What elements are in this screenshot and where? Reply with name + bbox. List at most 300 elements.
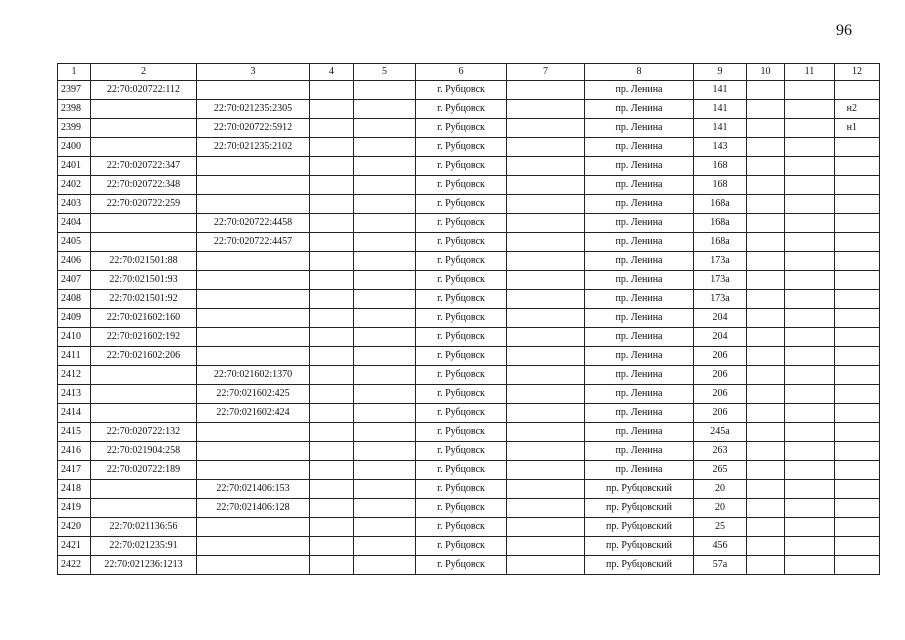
cadastral-number-b-cell: [197, 347, 310, 366]
cadastral-number-a-cell: [91, 385, 197, 404]
col-11-cell: [785, 461, 835, 480]
note-cell: [835, 404, 880, 423]
house-number-cell: 456: [694, 537, 747, 556]
registry-table: [57, 63, 880, 575]
city-cell: г. Рубцовск: [416, 233, 507, 252]
house-number-cell: 20: [694, 499, 747, 518]
cadastral-number-b-cell: [197, 176, 310, 195]
col-10-cell: [747, 119, 785, 138]
col-7-cell: [507, 366, 585, 385]
col-7-cell: [507, 157, 585, 176]
cadastral-number-b-cell: [197, 81, 310, 100]
col-10-cell: [747, 480, 785, 499]
col-10-cell: [747, 138, 785, 157]
row-number-cell: 2406: [58, 252, 91, 271]
col-4-cell: [310, 499, 354, 518]
row-number-cell: 2400: [58, 138, 91, 157]
column-header-3: 3: [197, 64, 310, 81]
cadastral-number-a-cell: 22:70:021602:160: [91, 309, 197, 328]
row-number-cell: 2411: [58, 347, 91, 366]
column-header-8: 8: [585, 64, 694, 81]
column-header-2: 2: [91, 64, 197, 81]
cadastral-number-a-cell: [91, 499, 197, 518]
col-11-cell: [785, 556, 835, 575]
house-number-cell: 168а: [694, 195, 747, 214]
col-10-cell: [747, 309, 785, 328]
house-number-cell: 263: [694, 442, 747, 461]
col-4-cell: [310, 252, 354, 271]
note-cell: н1: [835, 119, 880, 138]
col-11-cell: [785, 138, 835, 157]
city-cell: г. Рубцовск: [416, 537, 507, 556]
note-cell: [835, 442, 880, 461]
col-10-cell: [747, 461, 785, 480]
street-cell: пр. Рубцовский: [585, 537, 694, 556]
cadastral-number-a-cell: 22:70:020722:348: [91, 176, 197, 195]
col-4-cell: [310, 81, 354, 100]
house-number-cell: 143: [694, 138, 747, 157]
col-10-cell: [747, 157, 785, 176]
cadastral-number-b-cell: 22:70:021406:153: [197, 480, 310, 499]
note-cell: [835, 81, 880, 100]
col-11-cell: [785, 176, 835, 195]
cadastral-number-b-cell: [197, 195, 310, 214]
row-number-cell: 2419: [58, 499, 91, 518]
city-cell: г. Рубцовск: [416, 480, 507, 499]
house-number-cell: 204: [694, 309, 747, 328]
row-number-cell: 2416: [58, 442, 91, 461]
col-4-cell: [310, 518, 354, 537]
col-11-cell: [785, 499, 835, 518]
cadastral-number-b-cell: [197, 537, 310, 556]
city-cell: г. Рубцовск: [416, 119, 507, 138]
cadastral-number-b-cell: 22:70:020722:4458: [197, 214, 310, 233]
house-number-cell: 173а: [694, 252, 747, 271]
house-number-cell: 206: [694, 385, 747, 404]
column-header-1: 1: [58, 64, 91, 81]
cadastral-number-a-cell: [91, 214, 197, 233]
cadastral-number-b-cell: 22:70:021602:1370: [197, 366, 310, 385]
street-cell: пр. Ленина: [585, 423, 694, 442]
table-row: [58, 138, 880, 157]
house-number-cell: 173а: [694, 290, 747, 309]
street-cell: пр. Ленина: [585, 328, 694, 347]
row-number-cell: 2409: [58, 309, 91, 328]
row-number-cell: 2410: [58, 328, 91, 347]
col-10-cell: [747, 100, 785, 119]
column-header-9: 9: [694, 64, 747, 81]
col-5-cell: [354, 214, 416, 233]
table-row: [58, 480, 880, 499]
col-7-cell: [507, 176, 585, 195]
row-number-cell: 2399: [58, 119, 91, 138]
table-row: [58, 537, 880, 556]
col-11-cell: [785, 81, 835, 100]
col-5-cell: [354, 442, 416, 461]
col-11-cell: [785, 366, 835, 385]
col-10-cell: [747, 176, 785, 195]
row-number-cell: 2404: [58, 214, 91, 233]
col-11-cell: [785, 309, 835, 328]
col-10-cell: [747, 347, 785, 366]
street-cell: пр. Рубцовский: [585, 480, 694, 499]
note-cell: [835, 518, 880, 537]
col-7-cell: [507, 81, 585, 100]
col-5-cell: [354, 385, 416, 404]
col-7-cell: [507, 556, 585, 575]
table-row: [58, 195, 880, 214]
col-7-cell: [507, 214, 585, 233]
city-cell: г. Рубцовск: [416, 81, 507, 100]
table-row: [58, 328, 880, 347]
col-10-cell: [747, 537, 785, 556]
city-cell: г. Рубцовск: [416, 442, 507, 461]
cadastral-number-b-cell: [197, 271, 310, 290]
city-cell: г. Рубцовск: [416, 556, 507, 575]
row-number-cell: 2398: [58, 100, 91, 119]
cadastral-number-a-cell: 22:70:021501:92: [91, 290, 197, 309]
cadastral-number-a-cell: 22:70:021602:206: [91, 347, 197, 366]
street-cell: пр. Ленина: [585, 385, 694, 404]
cadastral-number-a-cell: 22:70:020722:132: [91, 423, 197, 442]
table-row: [58, 366, 880, 385]
table-row: [58, 442, 880, 461]
note-cell: [835, 195, 880, 214]
col-10-cell: [747, 214, 785, 233]
col-7-cell: [507, 404, 585, 423]
col-10-cell: [747, 290, 785, 309]
note-cell: [835, 271, 880, 290]
city-cell: г. Рубцовск: [416, 347, 507, 366]
col-7-cell: [507, 119, 585, 138]
col-10-cell: [747, 195, 785, 214]
city-cell: г. Рубцовск: [416, 366, 507, 385]
col-5-cell: [354, 195, 416, 214]
col-7-cell: [507, 423, 585, 442]
col-7-cell: [507, 100, 585, 119]
cadastral-number-a-cell: 22:70:021136:56: [91, 518, 197, 537]
col-5-cell: [354, 119, 416, 138]
street-cell: пр. Ленина: [585, 347, 694, 366]
table-row: [58, 404, 880, 423]
city-cell: г. Рубцовск: [416, 328, 507, 347]
table-row: [58, 271, 880, 290]
house-number-cell: 168: [694, 157, 747, 176]
cadastral-number-b-cell: 22:70:021406:128: [197, 499, 310, 518]
city-cell: г. Рубцовск: [416, 404, 507, 423]
row-number-cell: 2417: [58, 461, 91, 480]
row-number-cell: 2422: [58, 556, 91, 575]
col-11-cell: [785, 157, 835, 176]
col-4-cell: [310, 423, 354, 442]
col-4-cell: [310, 385, 354, 404]
table-row: [58, 290, 880, 309]
city-cell: г. Рубцовск: [416, 423, 507, 442]
col-5-cell: [354, 347, 416, 366]
table-row: [58, 100, 880, 119]
house-number-cell: 20: [694, 480, 747, 499]
city-cell: г. Рубцовск: [416, 195, 507, 214]
house-number-cell: 25: [694, 518, 747, 537]
house-number-cell: 173а: [694, 271, 747, 290]
col-4-cell: [310, 442, 354, 461]
house-number-cell: 57а: [694, 556, 747, 575]
cadastral-number-b-cell: 22:70:021235:2102: [197, 138, 310, 157]
note-cell: [835, 366, 880, 385]
cadastral-number-b-cell: 22:70:021235:2305: [197, 100, 310, 119]
col-5-cell: [354, 233, 416, 252]
col-4-cell: [310, 537, 354, 556]
cadastral-number-b-cell: [197, 556, 310, 575]
col-10-cell: [747, 252, 785, 271]
house-number-cell: 141: [694, 100, 747, 119]
cadastral-number-a-cell: 22:70:021501:93: [91, 271, 197, 290]
col-4-cell: [310, 461, 354, 480]
city-cell: г. Рубцовск: [416, 157, 507, 176]
house-number-cell: 265: [694, 461, 747, 480]
col-11-cell: [785, 100, 835, 119]
col-7-cell: [507, 328, 585, 347]
cadastral-number-b-cell: [197, 157, 310, 176]
table-row: [58, 518, 880, 537]
col-11-cell: [785, 423, 835, 442]
col-11-cell: [785, 442, 835, 461]
col-11-cell: [785, 518, 835, 537]
table-row: [58, 461, 880, 480]
col-5-cell: [354, 328, 416, 347]
col-5-cell: [354, 138, 416, 157]
col-4-cell: [310, 556, 354, 575]
table-row: [58, 214, 880, 233]
col-5-cell: [354, 366, 416, 385]
col-11-cell: [785, 404, 835, 423]
cadastral-number-a-cell: 22:70:021501:88: [91, 252, 197, 271]
city-cell: г. Рубцовск: [416, 214, 507, 233]
city-cell: г. Рубцовск: [416, 138, 507, 157]
col-7-cell: [507, 271, 585, 290]
col-4-cell: [310, 176, 354, 195]
col-4-cell: [310, 214, 354, 233]
cadastral-number-b-cell: [197, 309, 310, 328]
street-cell: пр. Ленина: [585, 195, 694, 214]
cadastral-number-a-cell: 22:70:020722:259: [91, 195, 197, 214]
col-5-cell: [354, 252, 416, 271]
city-cell: г. Рубцовск: [416, 309, 507, 328]
col-5-cell: [354, 518, 416, 537]
house-number-cell: 206: [694, 404, 747, 423]
table-header: [58, 64, 880, 81]
cadastral-number-b-cell: 22:70:021602:424: [197, 404, 310, 423]
city-cell: г. Рубцовск: [416, 518, 507, 537]
col-5-cell: [354, 480, 416, 499]
cadastral-number-a-cell: 22:70:021602:192: [91, 328, 197, 347]
house-number-cell: 168а: [694, 214, 747, 233]
cadastral-number-b-cell: 22:70:020722:5912: [197, 119, 310, 138]
house-number-cell: 168а: [694, 233, 747, 252]
col-7-cell: [507, 290, 585, 309]
col-5-cell: [354, 100, 416, 119]
street-cell: пр. Ленина: [585, 81, 694, 100]
table-row: [58, 499, 880, 518]
note-cell: [835, 138, 880, 157]
col-7-cell: [507, 461, 585, 480]
col-4-cell: [310, 100, 354, 119]
city-cell: г. Рубцовск: [416, 176, 507, 195]
column-header-12: 12: [835, 64, 880, 81]
street-cell: пр. Ленина: [585, 290, 694, 309]
street-cell: пр. Ленина: [585, 138, 694, 157]
note-cell: [835, 290, 880, 309]
col-5-cell: [354, 461, 416, 480]
col-10-cell: [747, 423, 785, 442]
col-10-cell: [747, 404, 785, 423]
col-10-cell: [747, 385, 785, 404]
street-cell: пр. Ленина: [585, 176, 694, 195]
row-number-cell: 2412: [58, 366, 91, 385]
city-cell: г. Рубцовск: [416, 461, 507, 480]
house-number-cell: 204: [694, 328, 747, 347]
col-5-cell: [354, 176, 416, 195]
col-7-cell: [507, 442, 585, 461]
note-cell: [835, 309, 880, 328]
row-number-cell: 2418: [58, 480, 91, 499]
house-number-cell: 168: [694, 176, 747, 195]
note-cell: [835, 233, 880, 252]
column-header-6: 6: [416, 64, 507, 81]
row-number-cell: 2397: [58, 81, 91, 100]
table-row: [58, 385, 880, 404]
col-5-cell: [354, 404, 416, 423]
cadastral-number-a-cell: 22:70:020722:347: [91, 157, 197, 176]
col-4-cell: [310, 119, 354, 138]
col-10-cell: [747, 442, 785, 461]
column-header-5: 5: [354, 64, 416, 81]
note-cell: н2: [835, 100, 880, 119]
col-4-cell: [310, 195, 354, 214]
row-number-cell: 2401: [58, 157, 91, 176]
note-cell: [835, 480, 880, 499]
city-cell: г. Рубцовск: [416, 271, 507, 290]
row-number-cell: 2421: [58, 537, 91, 556]
row-number-cell: 2403: [58, 195, 91, 214]
cadastral-number-a-cell: [91, 100, 197, 119]
street-cell: пр. Рубцовский: [585, 556, 694, 575]
column-header-10: 10: [747, 64, 785, 81]
table-row: [58, 81, 880, 100]
table-row: [58, 252, 880, 271]
col-11-cell: [785, 233, 835, 252]
note-cell: [835, 537, 880, 556]
col-10-cell: [747, 81, 785, 100]
street-cell: пр. Ленина: [585, 214, 694, 233]
cadastral-number-b-cell: [197, 252, 310, 271]
street-cell: пр. Ленина: [585, 119, 694, 138]
page-number: 96: [836, 22, 852, 39]
city-cell: г. Рубцовск: [416, 385, 507, 404]
cadastral-number-a-cell: 22:70:021904:258: [91, 442, 197, 461]
col-5-cell: [354, 423, 416, 442]
table-row: [58, 157, 880, 176]
note-cell: [835, 461, 880, 480]
cadastral-number-a-cell: [91, 480, 197, 499]
cadastral-number-b-cell: [197, 461, 310, 480]
house-number-cell: 245а: [694, 423, 747, 442]
cadastral-number-a-cell: 22:70:020722:112: [91, 81, 197, 100]
col-4-cell: [310, 328, 354, 347]
col-5-cell: [354, 537, 416, 556]
cadastral-number-b-cell: [197, 328, 310, 347]
city-cell: г. Рубцовск: [416, 499, 507, 518]
col-11-cell: [785, 252, 835, 271]
col-11-cell: [785, 271, 835, 290]
note-cell: [835, 176, 880, 195]
cadastral-number-b-cell: [197, 518, 310, 537]
col-7-cell: [507, 309, 585, 328]
house-number-cell: 141: [694, 119, 747, 138]
street-cell: пр. Ленина: [585, 461, 694, 480]
col-4-cell: [310, 290, 354, 309]
col-5-cell: [354, 157, 416, 176]
column-header-7: 7: [507, 64, 585, 81]
table-body: [58, 81, 880, 575]
header-row: [58, 64, 880, 81]
col-4-cell: [310, 404, 354, 423]
street-cell: пр. Ленина: [585, 157, 694, 176]
street-cell: пр. Ленина: [585, 233, 694, 252]
row-number-cell: 2413: [58, 385, 91, 404]
col-10-cell: [747, 556, 785, 575]
cadastral-number-a-cell: [91, 119, 197, 138]
house-number-cell: 206: [694, 347, 747, 366]
row-number-cell: 2420: [58, 518, 91, 537]
col-7-cell: [507, 138, 585, 157]
col-7-cell: [507, 195, 585, 214]
column-header-11: 11: [785, 64, 835, 81]
row-number-cell: 2408: [58, 290, 91, 309]
col-10-cell: [747, 366, 785, 385]
row-number-cell: 2415: [58, 423, 91, 442]
col-7-cell: [507, 252, 585, 271]
col-7-cell: [507, 518, 585, 537]
col-10-cell: [747, 518, 785, 537]
street-cell: пр. Ленина: [585, 442, 694, 461]
city-cell: г. Рубцовск: [416, 252, 507, 271]
col-5-cell: [354, 556, 416, 575]
col-5-cell: [354, 271, 416, 290]
col-7-cell: [507, 537, 585, 556]
note-cell: [835, 385, 880, 404]
col-5-cell: [354, 499, 416, 518]
street-cell: пр. Рубцовский: [585, 518, 694, 537]
col-4-cell: [310, 480, 354, 499]
col-11-cell: [785, 214, 835, 233]
table-row: [58, 233, 880, 252]
col-4-cell: [310, 157, 354, 176]
col-11-cell: [785, 537, 835, 556]
col-5-cell: [354, 290, 416, 309]
house-number-cell: 206: [694, 366, 747, 385]
col-7-cell: [507, 480, 585, 499]
cadastral-number-a-cell: [91, 233, 197, 252]
note-cell: [835, 328, 880, 347]
col-4-cell: [310, 347, 354, 366]
note-cell: [835, 157, 880, 176]
table-row: [58, 309, 880, 328]
row-number-cell: 2414: [58, 404, 91, 423]
col-7-cell: [507, 385, 585, 404]
cadastral-number-a-cell: 22:70:021236:1213: [91, 556, 197, 575]
table-row: [58, 423, 880, 442]
